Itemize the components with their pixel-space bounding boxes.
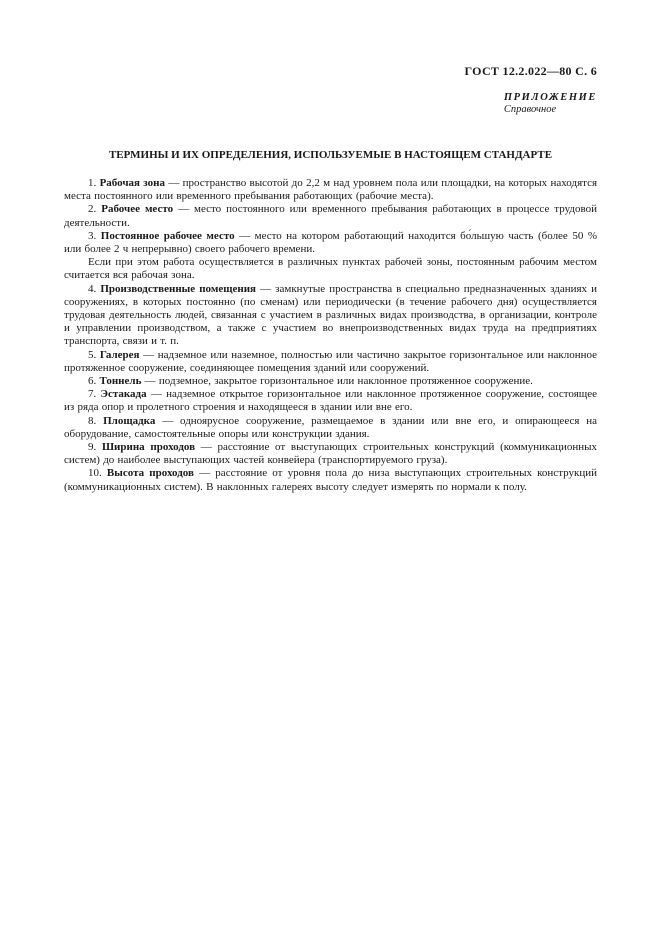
term: Постоянное рабочее место bbox=[100, 229, 235, 242]
term: Высота проходов bbox=[106, 467, 194, 480]
definition-text: — подземное, закрытое горизонтальное или наклонное протяженное сооружение. bbox=[144, 375, 533, 388]
paragraph-number: 9. bbox=[88, 441, 97, 454]
paragraph-number: 6. bbox=[88, 375, 97, 388]
paragraph-number: 3. bbox=[88, 229, 97, 242]
term: Рабочее место bbox=[101, 203, 174, 216]
annex-block bbox=[504, 92, 597, 116]
annex-type: Справочное bbox=[503, 104, 557, 115]
document-paragraphs bbox=[64, 177, 597, 494]
definition-text: — надземное или наземное, полностью или частично закрытое горизонтальное или наклонное протяженное сооружение, соединяющее помещения зданий или сооружений. bbox=[64, 348, 598, 374]
gost-standard-header: ГОСТ 12.2.022—80 С. 6 bbox=[464, 64, 597, 78]
definition-text: — надземное открытое горизонтальное или наклонное протяженное сооружение, состоящее из ряда опор и пролетного строения и находящееся в здании или вне его. bbox=[64, 388, 598, 414]
term: Производственные помещения bbox=[100, 282, 256, 295]
paragraph bbox=[64, 441, 597, 467]
term: Площадка bbox=[103, 414, 156, 427]
paragraph bbox=[64, 256, 597, 282]
definition-text: — место постоянного или временного пребывания работающих в процессе трудовой деятельности. bbox=[64, 203, 597, 229]
paragraph bbox=[64, 375, 597, 388]
definition-text: — пространство высотой до 2,2 м над уровнем пола или площадки, на которых находятся места постоянного или временного пребывания работающих (рабочие места). bbox=[64, 177, 598, 203]
paragraph-number: 4. bbox=[88, 282, 97, 295]
definition-text: — одноярусное сооружение, размещаемое в здании или вне его, и опирающееся на оборудование, самостоятельные опоры или конструкции здания. bbox=[64, 414, 598, 440]
paragraph bbox=[64, 230, 597, 256]
term: Ширина проходов bbox=[101, 441, 196, 454]
definition-text: — расстояние от выступающих строительных конструкций (коммуникационных систем) до наиболее выступающих частей конвейера (транспортируемого груза). bbox=[64, 441, 598, 467]
definition-text: — расстояние от уровня пола до низа выступающих строительных конструкций (коммуникационных систем). В наклонных галереях высоту следует измерять по нормали к полу. bbox=[64, 467, 597, 493]
paragraph bbox=[64, 388, 597, 414]
paragraph-number: 1. bbox=[88, 177, 97, 189]
paragraph bbox=[64, 467, 597, 493]
term: Эстакада bbox=[100, 388, 147, 401]
paragraph-number: 10. bbox=[88, 467, 102, 480]
paragraph bbox=[64, 203, 597, 229]
paragraph-number: 5. bbox=[88, 348, 97, 361]
term: Галерея bbox=[99, 348, 140, 361]
term: Рабочая зона bbox=[99, 177, 166, 189]
paragraph bbox=[64, 349, 597, 375]
paragraph-number: 7. bbox=[88, 388, 97, 401]
paragraph bbox=[64, 177, 597, 203]
definition-text: — замкнутые пространства в специально предназначенных зданиях и сооружениях, в которых постоянно (по сменам) или периодически (в течение рабочего дня) осуществляется трудовая деятельность людей, связанная с участием в различных видах производства, в организации, контроле и управлении производством, а также с участием во внепроизводственных видах труда на предприятиях транспорта, связи и т. п. bbox=[64, 282, 598, 348]
definition-text: Если при этом работа осуществляется в различных пунктах рабочей зоны, постоянным рабочим местом считается вся рабочая зона. bbox=[64, 256, 597, 282]
term: Тоннель bbox=[99, 375, 142, 388]
paragraph-number: 2. bbox=[88, 203, 97, 216]
definition-text: — место на котором работающий находится бо́льшую часть (более 50 % или более 2 ч непрерывно) своего рабочего времени. bbox=[64, 229, 598, 256]
paragraph-number: 8. bbox=[88, 414, 97, 427]
annex-label: ПРИЛОЖЕНИЕ bbox=[503, 92, 597, 103]
paragraph bbox=[64, 415, 597, 441]
paragraph bbox=[64, 283, 597, 349]
document-title: ТЕРМИНЫ И ИХ ОПРЕДЕЛЕНИЯ, ИСПОЛЬЗУЕМЫЕ В НАСТОЯЩЕМ СТАНДАРТЕ bbox=[108, 149, 553, 161]
